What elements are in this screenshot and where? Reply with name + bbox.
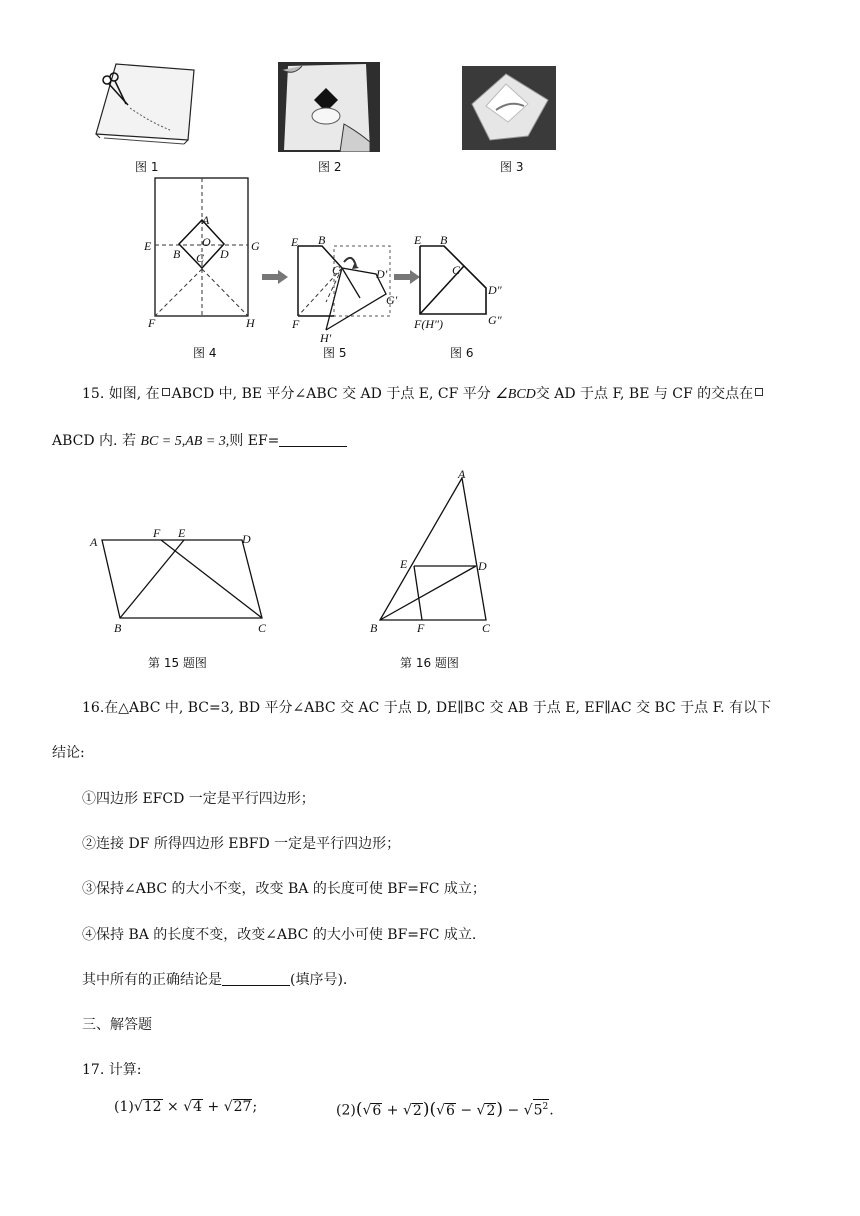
figure-6-caption: 图 6 — [450, 346, 474, 360]
q17-p2-prefix: (2) — [336, 1102, 356, 1119]
q16-label-c: C — [482, 621, 491, 635]
q15-text-a: 15. 如图, 在 — [82, 386, 160, 402]
q17-p2-radicand-c: 6 — [446, 1102, 455, 1119]
fig5-label-f: F — [292, 317, 300, 331]
q15-text-f: 则 EF= — [229, 433, 280, 449]
section-3-title: 三、解答题 — [82, 1017, 152, 1033]
figure-1-caption: 图 1 — [135, 160, 159, 174]
figure-q15-diagram — [86, 524, 278, 638]
q15-label-d: D — [242, 532, 251, 546]
figure-4-diagram — [138, 172, 268, 334]
q17-p2-radicand-a: 6 — [372, 1102, 382, 1119]
q16-label-f: F — [417, 621, 425, 635]
q15-label-a: A — [90, 535, 98, 549]
q16-ask: 其中所有的正确结论是 — [82, 972, 222, 988]
fig4-label-o: O — [202, 235, 211, 249]
q16-label-d: D — [478, 559, 487, 573]
q16-conclusion-4: ④保持 BA 的长度不变，改变∠ABC 的大小可使 BF=FC 成立. — [82, 927, 477, 943]
fig4-label-h: H — [246, 316, 255, 330]
q16-conclusion-1: ①四边形 EFCD 一定是平行四边形； — [82, 791, 315, 807]
fig4-label-c: C — [196, 251, 205, 265]
q15-math-given: BC = 5,AB = 3, — [140, 434, 230, 449]
fig4-label-e: E — [144, 239, 152, 253]
q17-title: 17. 计算: — [82, 1062, 142, 1078]
q16-ask-end: (填序号). — [290, 972, 348, 988]
fig6-label-c: C — [452, 263, 461, 277]
fig4-label-g: G — [251, 239, 260, 253]
q16-answer-blank[interactable] — [222, 971, 290, 986]
figure-5-caption: 图 5 — [323, 346, 347, 360]
q16-label-a: A — [458, 467, 466, 481]
arrow-right-icon — [262, 270, 288, 284]
figure-6-diagram — [410, 232, 510, 336]
q17-p2-radicand-b: 2 — [412, 1102, 422, 1119]
q15-text-e: ABCD 内. 若 — [52, 433, 136, 449]
q15-label-e: E — [178, 526, 186, 540]
figure-q16-diagram — [364, 466, 504, 638]
fig5-label-g-prime: G′ — [386, 293, 398, 307]
q16-line-1: 16.在△ABC 中, BC=3, BD 平分∠ABC 交 AC 于点 D, DE∥BC 交 AB 于点 E, EF∥AC 交 BC 于点 F. 有以下 — [82, 700, 772, 716]
q15-text-b: ABCD 中, BE 平分∠ABC 交 AD 于点 E, CF 平分 — [171, 386, 491, 402]
figure-4-caption: 图 4 — [193, 346, 217, 360]
q16-figure-caption: 第 16 题图 — [400, 656, 459, 670]
q15-label-b: B — [114, 621, 122, 635]
fig6-label-g: G″ — [488, 313, 502, 327]
fig6-label-d: D″ — [488, 283, 502, 297]
q15-text-d: 交 AD 于点 F, BE 与 CF 的交点在 — [535, 386, 754, 402]
fig6-label-f: F(H″) — [414, 317, 443, 331]
figure-3-photo — [462, 66, 556, 150]
fig5-label-e: E — [291, 235, 299, 249]
q17-p1-prefix: (1) — [114, 1099, 134, 1115]
figure-2-caption: 图 2 — [318, 160, 342, 174]
q17-part-1: (1)√12 × √4 + √27; — [114, 1099, 258, 1115]
q17-p1-radicand-c: 27 — [233, 1099, 252, 1115]
fig4-label-f: F — [148, 316, 156, 330]
q16-conclusion-3: ③保持∠ABC 的大小不变，改变 BA 的长度可使 BF=FC 成立； — [82, 881, 486, 897]
q16-conclusion-2: ②连接 DF 所得四边形 EBFD 一定是平行四边形； — [82, 836, 401, 852]
figure-5-diagram — [286, 232, 406, 344]
fig5-label-d-prime: D′ — [376, 267, 388, 281]
fig5-label-b: B — [318, 233, 326, 247]
fig5-label-h-prime: H′ — [320, 331, 332, 344]
figure-3-caption: 图 3 — [500, 160, 524, 174]
fig4-label-b: B — [173, 247, 181, 261]
fig5-label-c: C — [332, 263, 341, 277]
fig4-label-a: A — [202, 213, 210, 227]
q17-p2-radicand-e-base: 5 — [533, 1102, 543, 1119]
q17-p1-radicand-a: 12 — [143, 1099, 162, 1115]
q16-answer-line — [82, 969, 852, 989]
q15-label-c: C — [258, 621, 267, 635]
q15-answer-blank[interactable] — [279, 432, 347, 447]
q15-line-2 — [52, 430, 822, 450]
figure-1-photo — [90, 60, 198, 145]
figure-2-photo — [278, 62, 380, 152]
q15-label-f: F — [153, 526, 161, 540]
q15-figure-caption: 第 15 题图 — [148, 656, 207, 670]
q17-part-2: $(2)(√6 + √2)(√6 - √2) - √5^2$. — [336, 1099, 554, 1120]
q17-p2-radicand-d: 2 — [486, 1102, 496, 1119]
q17-p2-radicand-e: $5^2$ — [533, 1099, 550, 1119]
q15-line-1 — [82, 383, 852, 403]
q16-label-b: B — [370, 621, 378, 635]
fig6-label-b: B — [440, 233, 448, 247]
parallelogram-icon — [162, 388, 170, 396]
q17-p1-radicand-b: 4 — [193, 1099, 203, 1115]
q16-label-e: E — [400, 557, 408, 571]
fig6-label-e: E — [414, 233, 422, 247]
q16-line-2: 结论: — [52, 745, 85, 761]
parallelogram-icon — [755, 388, 763, 396]
q15-math-bcd: ∠BCD — [495, 387, 536, 402]
fig4-label-d: D — [220, 247, 229, 261]
